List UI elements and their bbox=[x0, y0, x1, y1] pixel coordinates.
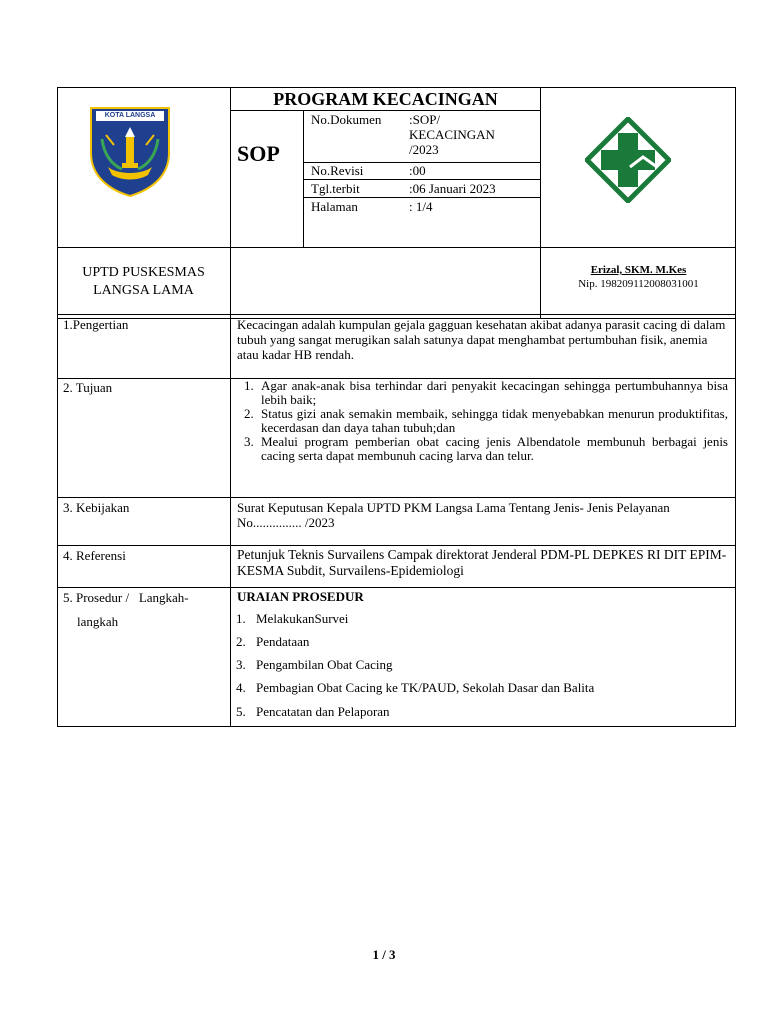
divider bbox=[57, 587, 736, 588]
org-name-line2: LANGSA LAMA bbox=[93, 283, 194, 298]
section-label-prosedur-2: langkah bbox=[77, 614, 119, 629]
logo-text: KOTA LANGSA bbox=[104, 112, 156, 119]
list-item: 3. Pengambilan Obat Cacing bbox=[236, 657, 393, 672]
divider bbox=[230, 314, 231, 727]
list-item: 2. Pendataan bbox=[236, 634, 310, 649]
section-label-prosedur: 5. Prosedur / Langkah- bbox=[63, 590, 189, 605]
divider bbox=[303, 197, 541, 198]
field-label-terbit: Tgl.terbit bbox=[311, 181, 360, 196]
org-name-line1: UPTD PUSKESMAS bbox=[82, 265, 205, 280]
list-item: 1. MelakukanSurvei bbox=[236, 611, 349, 626]
list-item: 4. Pembagian Obat Cacing ke TK/PAUD, Sekolah Dasar dan Balita bbox=[236, 680, 595, 695]
city-logo bbox=[88, 105, 172, 197]
field-value-revisi: :00 bbox=[409, 163, 426, 178]
field-label-dokumen: No.Dokumen bbox=[311, 112, 382, 127]
divider bbox=[57, 497, 736, 498]
puskesmas-logo bbox=[585, 117, 671, 203]
divider bbox=[230, 110, 541, 111]
document-title: PROGRAM KECACINGAN bbox=[273, 89, 498, 109]
section-label-kebijakan: 3. Kebijakan bbox=[63, 500, 130, 515]
page-number: 1 / 3 bbox=[372, 947, 396, 962]
field-label-revisi: No.Revisi bbox=[311, 163, 364, 178]
divider bbox=[303, 179, 541, 180]
list-item: 2. Status gizi anak semakin membaik, sehingga tidak menyebabkan menurun produktifitas, kecerdasan dan daya tahan tubuh;dan bbox=[257, 407, 728, 435]
section-text-referensi: Petunjuk Teknis Survailens Campak direktorat Jenderal PDM-PL DEPKES RI DIT EPIM-KESMA Subdit, Survailens-Epidemiologi bbox=[237, 547, 727, 578]
sop-label: SOP bbox=[237, 141, 280, 166]
field-value-halaman: : 1/4 bbox=[409, 199, 433, 214]
list-item: 5. Pencatatan dan Pelaporan bbox=[236, 704, 390, 719]
section-text-pengertian: Kecacingan adalah kumpulan gejala gagguan kesehatan akibat adanya parasit cacing di dalam tubuh yang sangat merugikan salah satunya dapat menghambat pertumbuhan fisik, anemia atau kadar HB rendah. bbox=[237, 317, 726, 362]
field-label-halaman: Halaman bbox=[311, 199, 358, 214]
signer-name: Erizal, SKM. M.Kes bbox=[590, 264, 687, 276]
section-label-pengertian: 1.Pengertian bbox=[63, 317, 129, 332]
list-item: 3. Mealui program pemberian obat cacing jenis Albendatole membunuh berbagai jenis cacing serta dapat membunuh cacing larva dan telur. bbox=[257, 435, 728, 463]
tujuan-list bbox=[237, 379, 728, 463]
section-label-tujuan: 2. Tujuan bbox=[63, 380, 113, 395]
signer-nip: Nip. 198209112008031001 bbox=[578, 278, 699, 290]
field-value-dokumen: :SOP/ KECACINGAN /2023 bbox=[409, 112, 495, 157]
divider bbox=[57, 545, 736, 546]
section-text-kebijakan: Surat Keputusan Kepala UPTD PKM Langsa Lama Tentang Jenis- Jenis Pelayanan No............... /2023 bbox=[237, 500, 670, 530]
prosedur-heading: URAIAN PROSEDUR bbox=[237, 589, 364, 604]
field-value-terbit: :06 Januari 2023 bbox=[409, 181, 496, 196]
section-label-referensi: 4. Referensi bbox=[63, 548, 126, 563]
list-item: 1. Agar anak-anak bisa terhindar dari penyakit kecacingan sehingga pertumbuhannya bisa lebih baik; bbox=[257, 379, 728, 407]
